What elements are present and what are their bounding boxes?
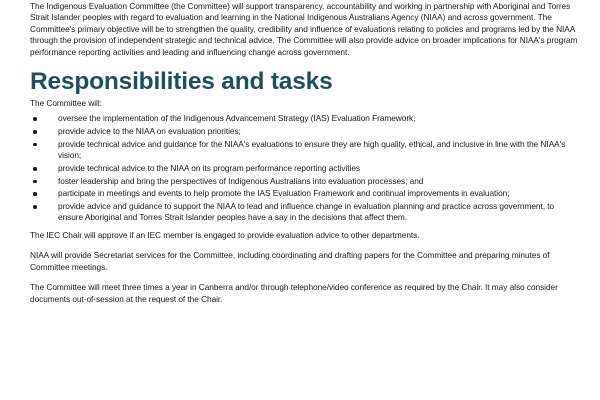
task-text: provide technical advice and guidance for the NIAA's evaluations to ensure they are high quality, ethical, and inclusive in line with the NIAA's vision;: [58, 138, 566, 161]
intro-paragraph: The Indigenous Evaluation Committee (the Committee) will support transparency, accountability and working in partnership with Aboriginal and Torres Strait Islander peoples with regard to evaluation and learning in the National Indigenous Australians Agency (NIAA) and across government. The Committee's primary objective will be to strengthen the quality, credibility and influence of evaluations relating to policies and programs led by the NIAA through the provision of independent strategic and technical advice. The Committee will also provide advice on broader implications for NIAA's program performance reporting activities and leading and influencing change across government.: [30, 1, 578, 57]
task-text: foster leadership and bring the perspectives of Indigenous Australians into evaluation processes; and: [58, 175, 424, 186]
task-item: [30, 176, 578, 187]
task-text: provide advice to the NIAA on evaluation priorities;: [58, 126, 241, 137]
lead-sentence: The Committee will:: [30, 98, 102, 109]
bullet-icon: [33, 117, 37, 121]
bullet-icon: [33, 143, 37, 147]
document-page: [30, 0, 578, 305]
secretariat-paragraph: NIAA will provide Secretariat services for the Committee, including coordinating and drafting papers for the Committee and preparing minutes of Committee meetings.: [30, 250, 550, 272]
task-text: provide advice and guidance to support the NIAA to lead and influence change in evaluation planning and practice across government, to ensure Aboriginal and Torres Strait Islander peoples have a say in the decisions that affect them.: [58, 201, 555, 223]
task-item: [30, 126, 578, 137]
task-item: [30, 139, 578, 162]
task-text: oversee the implementation of the Indigenous Advancement Strategy (IAS) Evaluation Framework;: [58, 113, 416, 124]
bullet-icon: [33, 130, 37, 134]
bullet-icon: [33, 205, 37, 209]
task-list: [30, 113, 578, 223]
task-item: [30, 201, 578, 224]
task-item: [30, 163, 578, 174]
task-text: provide technical advice to the NIAA on its program performance reporting activities: [58, 162, 361, 173]
bullet-icon: [33, 167, 37, 171]
task-item: [30, 188, 578, 199]
section-heading: Responsibilities and tasks: [30, 68, 333, 96]
chair-approval-paragraph: The IEC Chair will approve if an IEC member is engaged to provide evaluation advice to other departments.: [30, 229, 420, 240]
task-text: participate in meetings and events to help promote the IAS Evaluation Framework and continual improvements in evaluation;: [58, 188, 510, 199]
task-item: [30, 113, 578, 124]
bullet-icon: [33, 192, 37, 196]
meetings-paragraph: The Committee will meet three times a year in Canberra and/or through telephone/video conference as required by the Chair. It may also consider documents out-of-session at the request of the Chair.: [30, 282, 558, 304]
bullet-icon: [33, 180, 37, 184]
